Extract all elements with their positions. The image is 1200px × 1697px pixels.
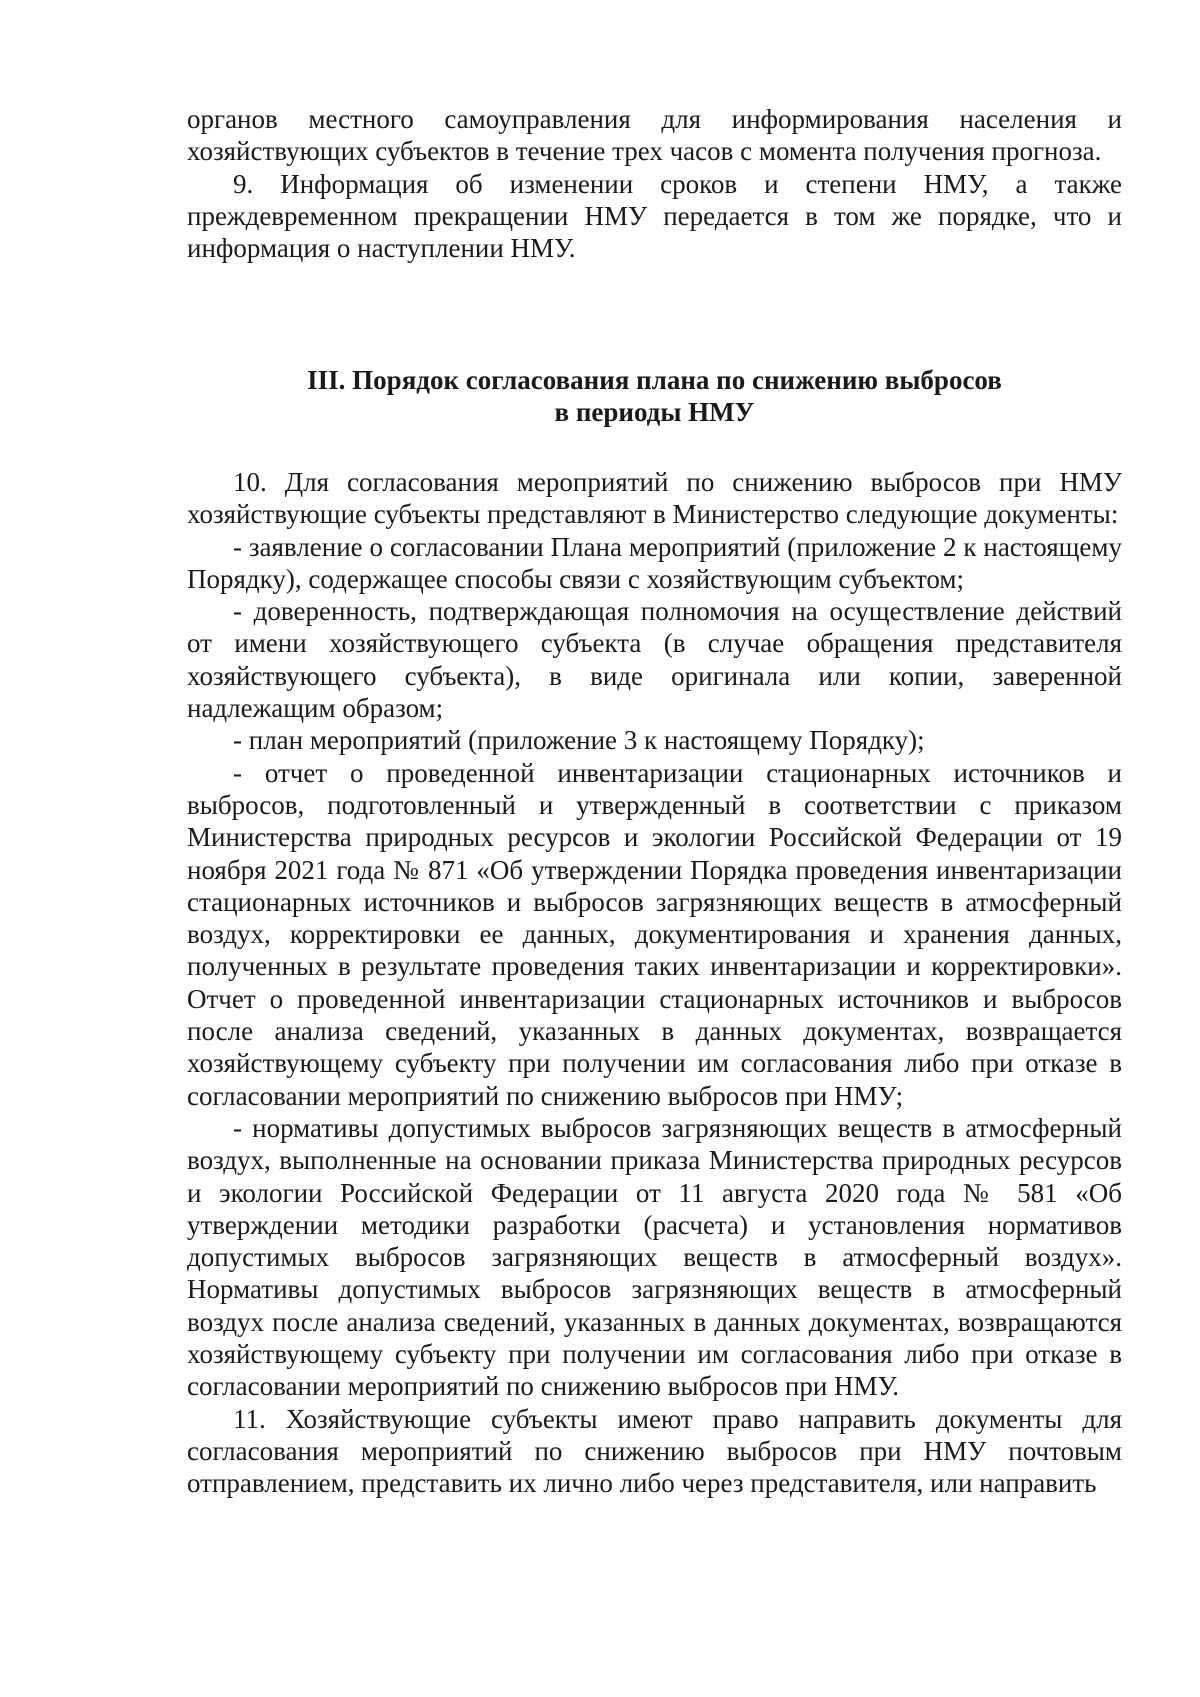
top-text-block xyxy=(187,103,1122,264)
section-heading-line-2: в периоды НМУ xyxy=(554,397,755,428)
paragraph-11: 11. Хозяйствующие субъекты имеют право направить документы для согласования мероприятий по снижению выбросов при НМУ почтовым отправлением, представить их лично либо через представителя, или направить xyxy=(187,1403,1122,1499)
list-item-power-of-attorney: - доверенность, подтверждающая полномочия на осуществление действий от имени хозяйствующего субъекта (в случае обращения представителя хозяйствующего субъекта), в виде оригинала или копии, заверенной надлежащим образом; xyxy=(187,596,1122,724)
list-item-inventory-report: - отчет о проведенной инвентаризации стационарных источников и выбросов, подготовленный и утвержденный в соответствии с приказом Министерства природных ресурсов и экологии Российской Федерации от 19 ноября 2021 года № 871 «Об утверждении Порядка проведения инвентаризации стационарных источников и выбросов загрязняющих веществ в атмосферный воздух, корректировки ее данных, документирования и хранения данных, полученных в результате проведения таких инвентаризации и корректировки». Отчет о проведенной инвентаризации стационарных источников и выбросов после анализа сведений, указанных в данных документах, возвращается хозяйствующему субъекту при получении им согласования либо при отказе в согласовании мероприятий по снижению выбросов при НМУ; xyxy=(187,757,1122,1111)
paragraph-9: 9. Информация об изменении сроков и степени НМУ, а также преждевременном прекращении НМУ передается в том же порядке, что и информация о наступлении НМУ. xyxy=(187,168,1122,264)
list-item-action-plan: - план мероприятий (приложение 3 к настоящему Порядку); xyxy=(233,725,925,756)
paragraph-continuation: органов местного самоуправления для информирования населения и хозяйствующих субъектов в течение трех часов с момента получения прогноза. xyxy=(187,104,1122,167)
main-text-block xyxy=(187,466,1122,1500)
list-item-emission-standards: - нормативы допустимых выбросов загрязняющих веществ в атмосферный воздух, выполненные на основании приказа Министерства природных ресурсов и экологии Российской Федерации от 11 августа 2020 года № 581 «Об утверждении методики разработки (расчета) и установления нормативов допустимых выбросов загрязняющих веществ в атмосферный воздух». Нормативы допустимых выбросов загрязняющих веществ в атмосферный воздух после анализа сведений, указанных в данных документах, возвращаются хозяйствующему субъекту при получении им согласования либо при отказе в согласовании мероприятий по снижению выбросов при НМУ. xyxy=(187,1112,1122,1402)
section-heading-line-1: III. Порядок согласования плана по снижению выбросов xyxy=(307,365,1002,395)
list-item-application: - заявление о согласовании Плана мероприятий (приложение 2 к настоящему Порядку), содержащее способы связи с хозяйствующим субъектом; xyxy=(187,531,1122,594)
paragraph-10: 10. Для согласования мероприятий по снижению выбросов при НМУ хозяйствующие субъекты представляют в Министерство следующие документы: xyxy=(187,467,1122,530)
section-heading xyxy=(187,364,1122,429)
